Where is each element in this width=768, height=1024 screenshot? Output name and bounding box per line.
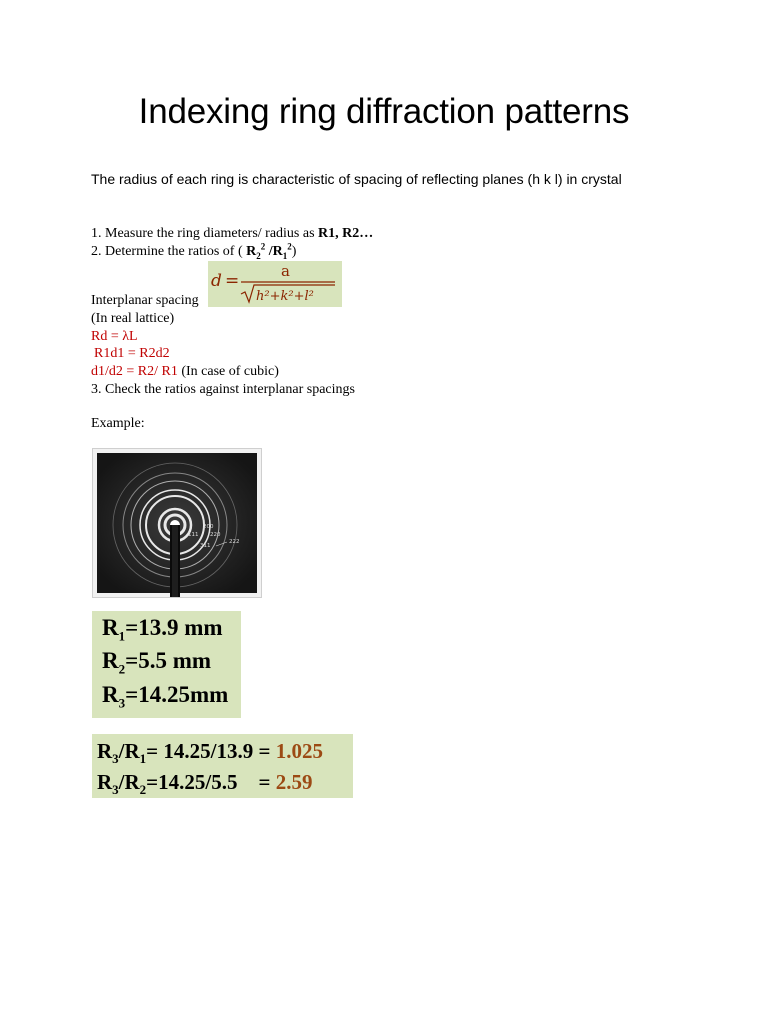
ratio-expression: $R_2^2$ $/R_1^2$ — [246, 241, 292, 261]
equation-ratio — [91, 364, 279, 380]
ratio-r3-r2: $R_3/R_2=14.25/5.5$ = 2.59 — [97, 770, 313, 798]
equation-ratio-text: d1/d2 = R2/ R1 — [91, 364, 178, 379]
ring-label-222: 222 — [229, 539, 240, 545]
formula-eq: = — [225, 271, 240, 291]
radius-3: $R_3=14.25mm$ — [102, 682, 229, 711]
ratio-r3-r1: $R_3/R_1= 14.25/13.9 = 1.025$ — [97, 739, 323, 767]
radius-1: $R_1=13.9$ mm — [102, 615, 223, 644]
formula-numerator: a — [281, 262, 290, 280]
ratios-box — [92, 734, 353, 798]
interplanar-formula — [208, 261, 342, 307]
ratio-result-1: 1.025 — [275, 739, 323, 763]
radius-2: $R_2=5.5$ mm — [102, 648, 212, 677]
formula-denominator: h²+k²+l² — [256, 289, 314, 304]
step-3: 3. Check the ratios against interplanar spacings — [91, 382, 355, 397]
real-lattice-label: (In real lattice) — [91, 311, 175, 326]
step-2-close: ) — [291, 244, 297, 259]
equation-ratio-note: (In case of cubic) — [177, 364, 279, 379]
ratio-result-2: 2.59 — [275, 770, 313, 794]
formula-lhs: d — [211, 271, 222, 291]
intro-text: The radius of each ring is characteristic of spacing of reflecting planes (h k l) in crystal — [91, 171, 622, 187]
step-2 — [91, 241, 297, 261]
ring-label-220: 220 — [210, 532, 221, 538]
ring-label-111: 111 — [188, 532, 199, 538]
ring-label-200: 200 — [203, 524, 214, 530]
page-title: Indexing ring diffraction patterns — [138, 92, 630, 131]
ring-label-311: 311 — [200, 543, 211, 549]
step-1-bold: R1, R2… — [318, 226, 374, 241]
step-2-text: 2. Determine the ratios of ( — [91, 244, 243, 259]
radii-box — [92, 611, 241, 718]
diffraction-pattern-image — [92, 448, 262, 598]
equation-rd: Rd = λL — [91, 329, 138, 344]
example-label: Example: — [91, 416, 145, 431]
step-1-text: 1. Measure the ring diameters/ radius as — [91, 226, 319, 241]
interplanar-label: Interplanar spacing — [91, 293, 199, 308]
step-1 — [91, 226, 373, 242]
equation-r1d1: R1d1 = R2d2 — [94, 346, 170, 361]
